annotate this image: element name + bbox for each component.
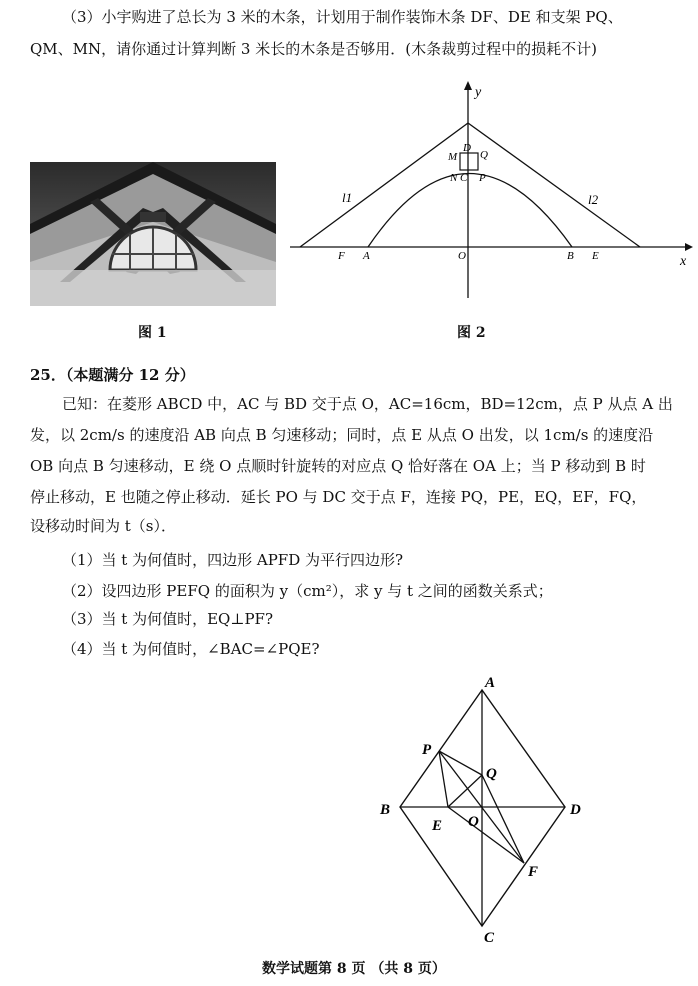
line-l2	[468, 123, 640, 247]
segment-ef	[448, 807, 524, 863]
q25-header: 25．（本题满分 12 分）	[30, 366, 195, 384]
y-axis-arrow	[464, 81, 472, 90]
label-x: x	[680, 254, 687, 269]
label-D: D	[463, 142, 471, 154]
page-footer: 数学试题第 8 页 （共 8 页）	[262, 961, 446, 977]
label-B: B	[567, 250, 574, 262]
label-E: E	[432, 818, 443, 834]
label-Q: Q	[486, 766, 497, 782]
q24-part3-line2: QM、MN，请你通过计算判断 3 米长的木条是否够用．(木条裁剪过程中的损耗不计)	[30, 40, 597, 58]
figure1-caption: 图 1	[138, 325, 167, 341]
label-y: y	[475, 85, 482, 100]
q25-body-line5: 设移动时间为 t（s）．	[30, 517, 176, 535]
label-E: E	[592, 250, 599, 262]
figure3-rhombus	[370, 670, 600, 970]
q25-body-line2: 发，以 2cm/s 的速度沿 AB 向点 B 匀速移动；同时，点 E 从点 O 出发，以 1cm/s 的速度沿	[30, 426, 654, 444]
label-N: N	[450, 172, 458, 184]
label-P: P	[479, 172, 486, 184]
label-A: A	[485, 675, 496, 691]
label-B: B	[380, 802, 391, 818]
figure2-diagram	[290, 80, 694, 300]
q25-part4: （4）当 t 为何值时，∠BAC=∠PQE?	[62, 640, 320, 658]
segment-pe	[439, 751, 448, 807]
parabola	[368, 174, 572, 248]
label-C: C	[460, 172, 468, 184]
segment-fq	[482, 775, 524, 863]
label-l2: l2	[588, 192, 599, 207]
label-l1: l1	[342, 190, 353, 205]
figure1-photo	[30, 162, 276, 306]
q25-body-line3: OB 向点 B 匀速移动，E 绕 O 点顺时针旋转的对应点 Q 恰好落在 OA 上；当 P 移动到 B 时	[30, 457, 646, 475]
x-axis-arrow	[685, 243, 693, 251]
q25-part3: （3）当 t 为何值时，EQ⊥PF?	[62, 610, 274, 628]
label-F: F	[338, 250, 345, 262]
label-F: F	[528, 864, 539, 880]
line-l1	[300, 123, 468, 247]
label-Q: Q	[480, 149, 488, 161]
label-C: C	[484, 930, 495, 946]
q24-part3-line1: （3）小宇购进了总长为 3 米的木条，计划用于制作装饰木条 DF、DE 和支架 PQ、	[62, 8, 623, 26]
q25-part1: （1）当 t 为何值时，四边形 APFD 为平行四边形?	[62, 551, 404, 569]
label-P: P	[422, 742, 432, 758]
segment-pq	[439, 751, 482, 775]
q25-part2: （2）设四边形 PEFQ 的面积为 y（cm²），求 y 与 t 之间的函数关系式；	[62, 582, 553, 600]
q25-body-line4: 停止移动，E 也随之停止移动．延长 PO 与 DC 交于点 F，连接 PQ，PE，EQ，EF，FQ，	[30, 488, 647, 506]
label-O: O	[468, 814, 479, 830]
label-D: D	[570, 802, 581, 818]
segment-eq	[448, 775, 482, 807]
label-M: M	[448, 151, 458, 163]
label-O: O	[458, 250, 466, 262]
q25-body-line1: 已知：在菱形 ABCD 中，AC 与 BD 交于点 O，AC=16cm，BD=12cm，点 P 从点 A 出	[62, 395, 673, 413]
rect-mqpn	[460, 153, 478, 170]
label-A: A	[363, 250, 370, 262]
figure2-caption: 图 2	[457, 325, 486, 341]
